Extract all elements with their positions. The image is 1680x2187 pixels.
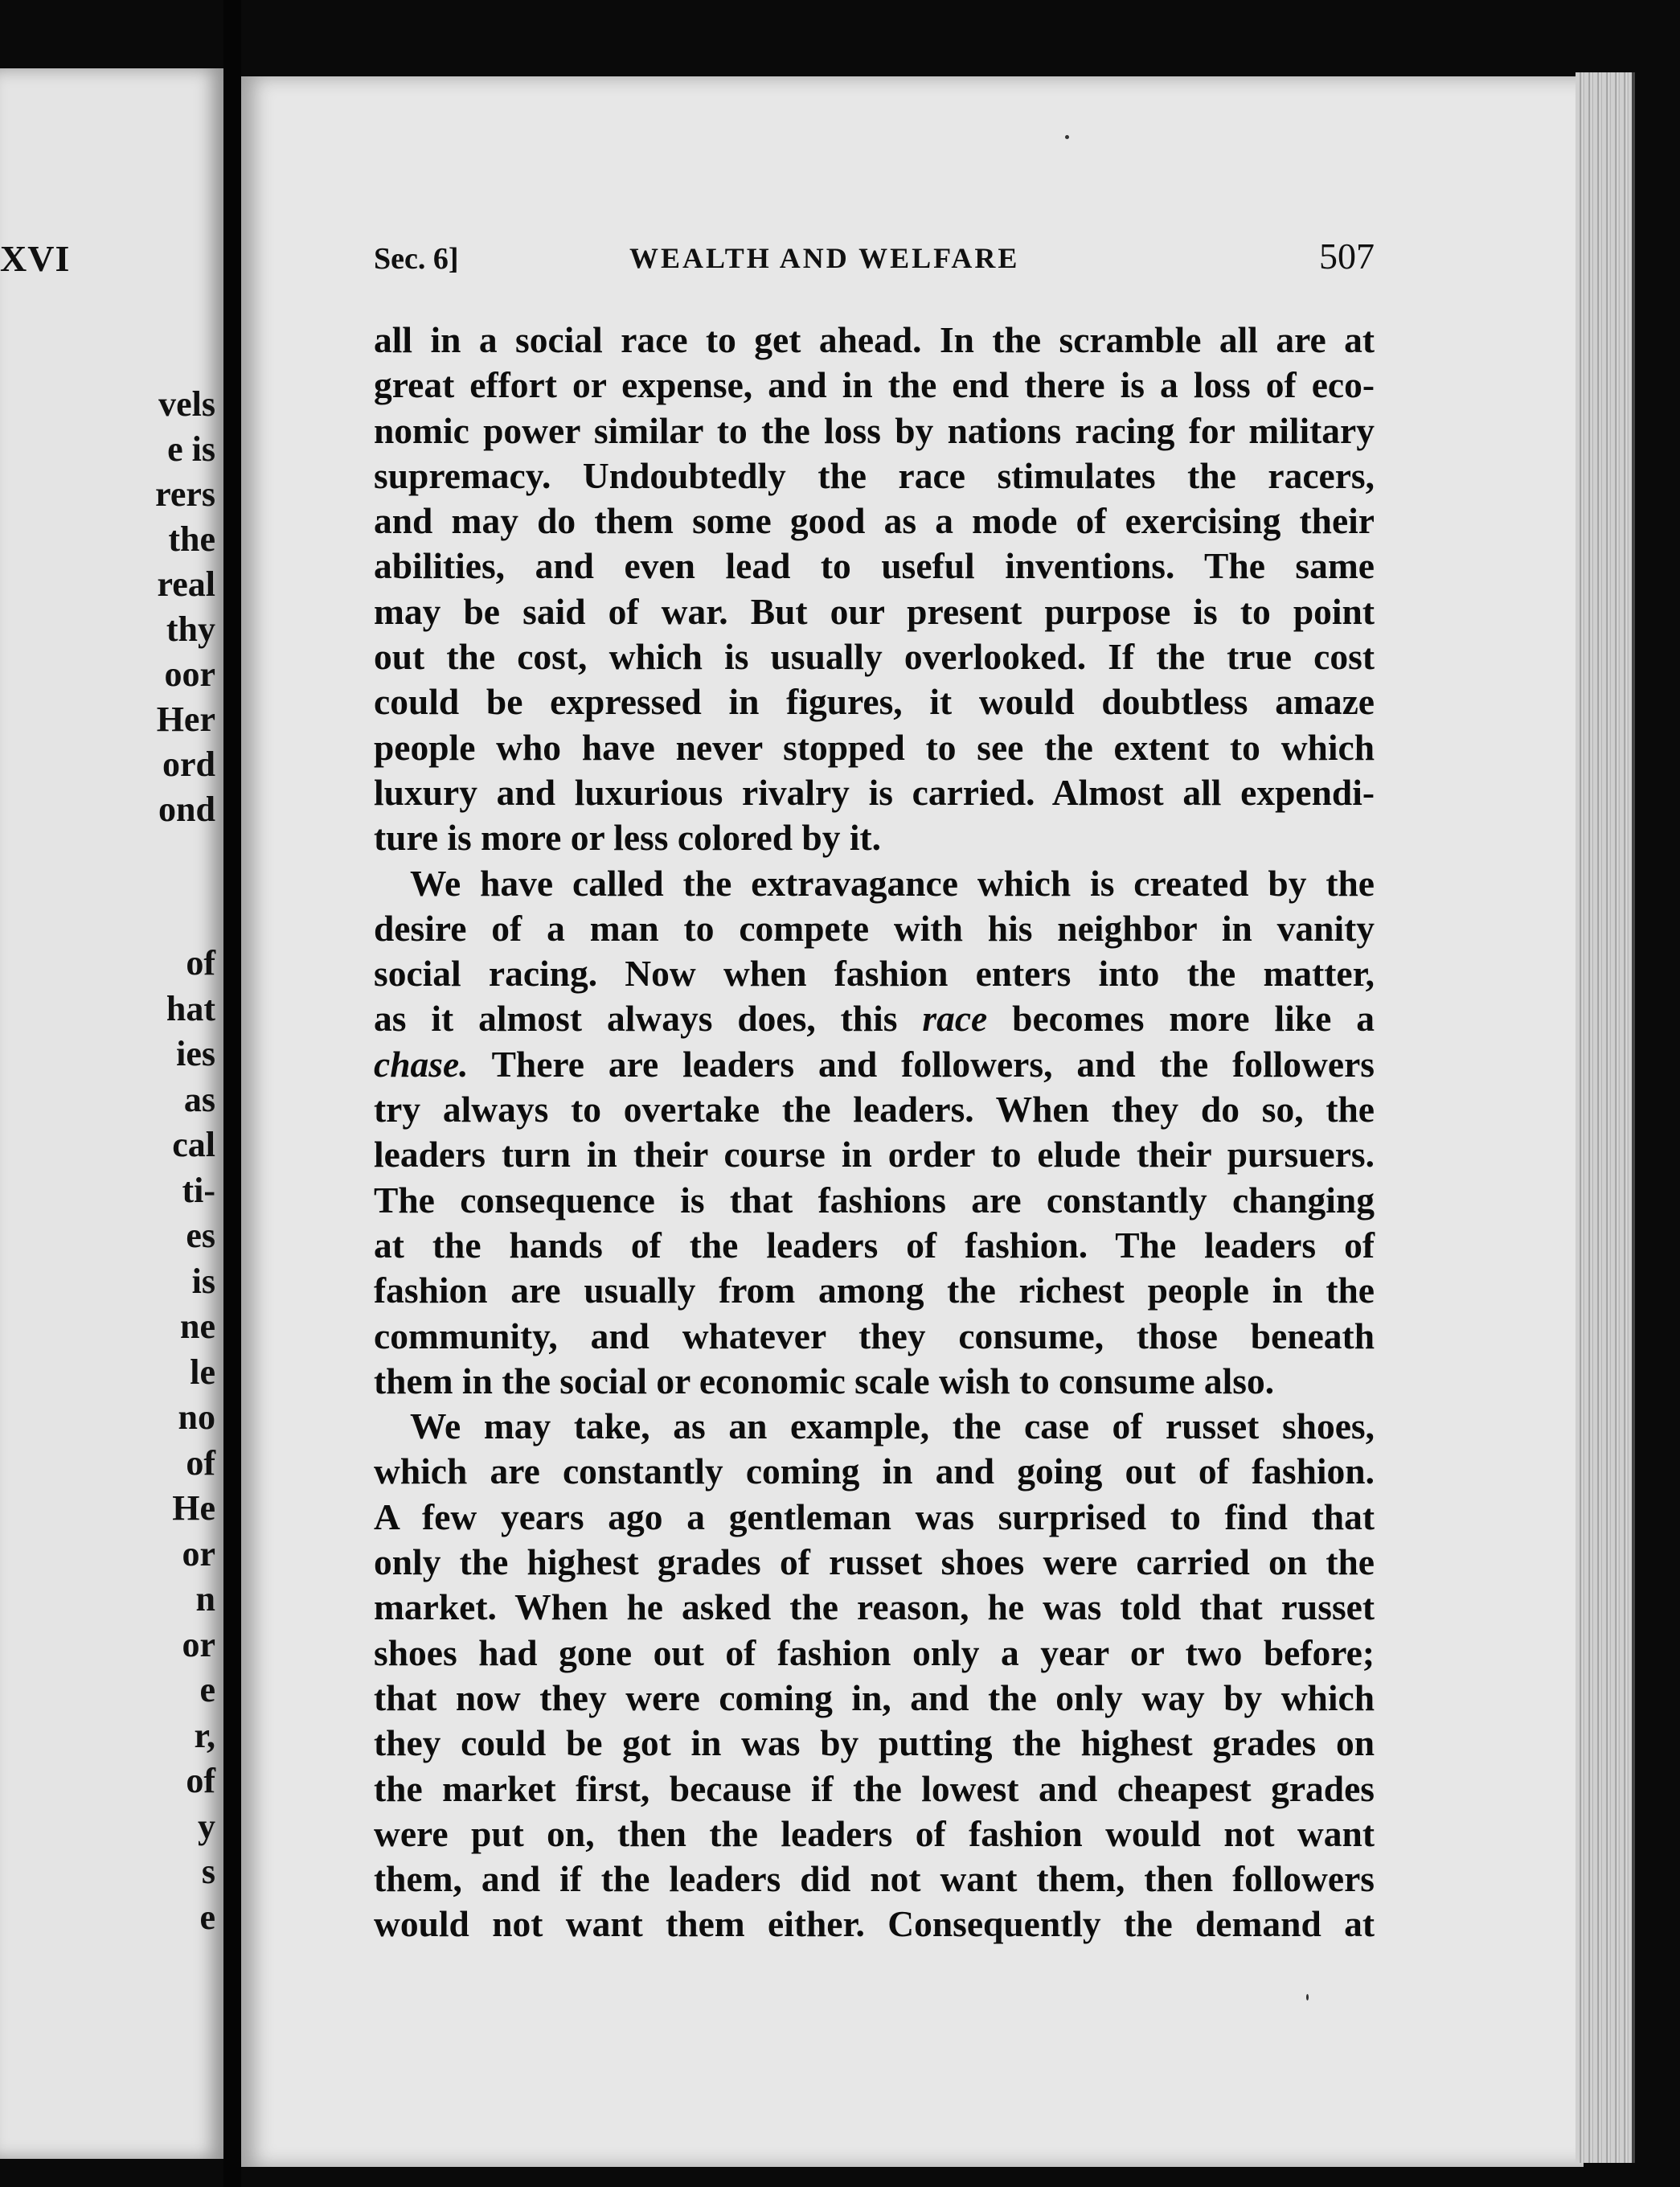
text-line: would not want them either. Consequently the demand at	[374, 1903, 1375, 1945]
section-marker: Sec. 6]	[374, 242, 459, 276]
emphasis: chase.	[374, 1043, 469, 1085]
text-line: market. When he asked the reason, he was told that russet	[374, 1586, 1375, 1628]
running-title: WEALTH AND WELFARE	[629, 242, 1020, 274]
text-line: social racing. Now when fashion enters into the matter,	[374, 953, 1375, 995]
left-page-header-fragment: XVI	[0, 238, 71, 279]
left-page-fragment: n	[195, 1579, 215, 1619]
text-line: were put on, then the leaders of fashion would not want	[374, 1812, 1375, 1854]
text-line: people who have never stopped to see the extent to which	[374, 726, 1375, 768]
text-line: which are constantly coming in and going out of fashion.	[374, 1450, 1375, 1492]
left-page-fragment: hat	[166, 988, 215, 1028]
text-line: fashion are usually from among the richest people in the	[374, 1270, 1375, 1311]
left-page-fragment: He	[172, 1488, 215, 1528]
text-line: at the hands of the leaders of fashion. The leaders of	[374, 1224, 1375, 1266]
left-page-fragment: cal	[172, 1125, 215, 1164]
left-page-fragment: or	[182, 1624, 215, 1664]
text-line: desire of a man to compete with his neighbor in vanity	[374, 907, 1375, 949]
page-edges	[1576, 72, 1635, 2163]
text-line: the market first, because if the lowest and cheapest grades	[374, 1767, 1375, 1809]
text-line: abilities, and even lead to useful inventions. The same	[374, 545, 1375, 587]
left-page-fragment: is	[191, 1261, 215, 1301]
page-number: 507	[1319, 236, 1375, 277]
left-page-fragment: of	[186, 1442, 215, 1483]
left-page-fragment: e	[199, 1670, 215, 1709]
text-line: The consequence is that fashions are constantly changing	[374, 1179, 1375, 1221]
paragraph	[374, 318, 1375, 861]
left-page-fragment: ti-	[182, 1170, 215, 1210]
left-page-fragment: the	[168, 519, 215, 559]
text-line: and may do them some good as a mode of exercising their	[374, 500, 1375, 542]
page-speck	[1065, 135, 1069, 139]
emphasis: race	[922, 998, 988, 1040]
left-page-fragment: of	[186, 1761, 215, 1800]
left-page-fragment: vels	[158, 384, 215, 424]
text-line: them, and if the leaders did not want them, then followers	[374, 1858, 1375, 1900]
text-line: community, and whatever they consume, those beneath	[374, 1315, 1375, 1356]
left-page-fragment: or	[182, 1533, 215, 1574]
left-page-fragment: es	[186, 1216, 215, 1255]
text-line: they could be got in was by putting the highest grades on	[374, 1722, 1375, 1764]
text-line: luxury and luxurious rivalry is carried. Almost all expendi-	[374, 771, 1375, 813]
paragraph	[374, 861, 1375, 1405]
text-line: only the highest grades of russet shoes were carried on the	[374, 1541, 1375, 1583]
text-line: them in the social or economic scale wish to consume also.	[374, 1360, 1275, 1401]
text-line: A few years ago a gentleman was surprised to find that	[374, 1496, 1375, 1537]
text-line: chase. There are leaders and followers, and the followers	[374, 1043, 1375, 1085]
left-page-fragment: ond	[158, 790, 215, 829]
left-page	[0, 68, 223, 2159]
text-line: nomic power similar to the loss by nations racing for military	[374, 409, 1375, 451]
left-page-fragment: y	[198, 1806, 215, 1846]
left-page-fragment: oor	[164, 654, 215, 694]
text-line: supremacy. Undoubtedly the race stimulates the racers,	[374, 454, 1375, 496]
left-page-fragment: as	[183, 1079, 215, 1119]
text-line: We have called the extravagance which is created by the	[410, 862, 1375, 904]
text-line: leaders turn in their course in order to elude their pursuers.	[374, 1134, 1375, 1176]
left-page-fragment: le	[190, 1352, 215, 1392]
text-line: try always to overtake the leaders. When they do so, the	[374, 1089, 1375, 1130]
left-page-fragment: of	[186, 943, 215, 983]
text-line: all in a social race to get ahead. In the scramble all are at	[374, 319, 1375, 360]
left-page-fragment: rers	[155, 474, 215, 514]
left-page-fragment: s	[201, 1852, 215, 1891]
text-line: could be expressed in figures, it would doubtless amaze	[374, 681, 1375, 723]
text-line: as it almost always does, this race becomes more like a	[374, 998, 1375, 1040]
left-page-fragment: Her	[156, 700, 215, 739]
left-page-fragment: no	[178, 1397, 215, 1437]
book-gutter	[223, 0, 241, 2187]
text-line: may be said of war. But our present purpose is to point	[374, 590, 1375, 632]
left-page-fragment: ies	[176, 1034, 215, 1073]
page-speck	[1306, 1994, 1309, 2000]
left-page-fragment: r,	[194, 1715, 215, 1755]
text-line: ture is more or less colored by it.	[374, 817, 882, 859]
left-page-fragment: ord	[162, 745, 215, 784]
left-page-fragment: thy	[166, 609, 215, 649]
body-text	[374, 318, 1375, 1947]
left-page-fragment: e is	[167, 429, 215, 469]
left-page-fragment: real	[157, 564, 215, 604]
left-page-fragment: ne	[180, 1307, 215, 1346]
text-line: shoes had gone out of fashion only a year or two before;	[374, 1631, 1375, 1673]
text-line: that now they were coming in, and the only way by which	[374, 1676, 1375, 1718]
left-page-fragment: e	[199, 1897, 215, 1937]
text-line: out the cost, which is usually overlooked. If the true cost	[374, 636, 1375, 678]
text-line: great effort or expense, and in the end there is a loss of eco-	[374, 364, 1375, 406]
running-head	[374, 235, 1375, 283]
paragraph	[374, 1404, 1375, 1947]
text-line: We may take, as an example, the case of russet shoes,	[410, 1405, 1375, 1447]
